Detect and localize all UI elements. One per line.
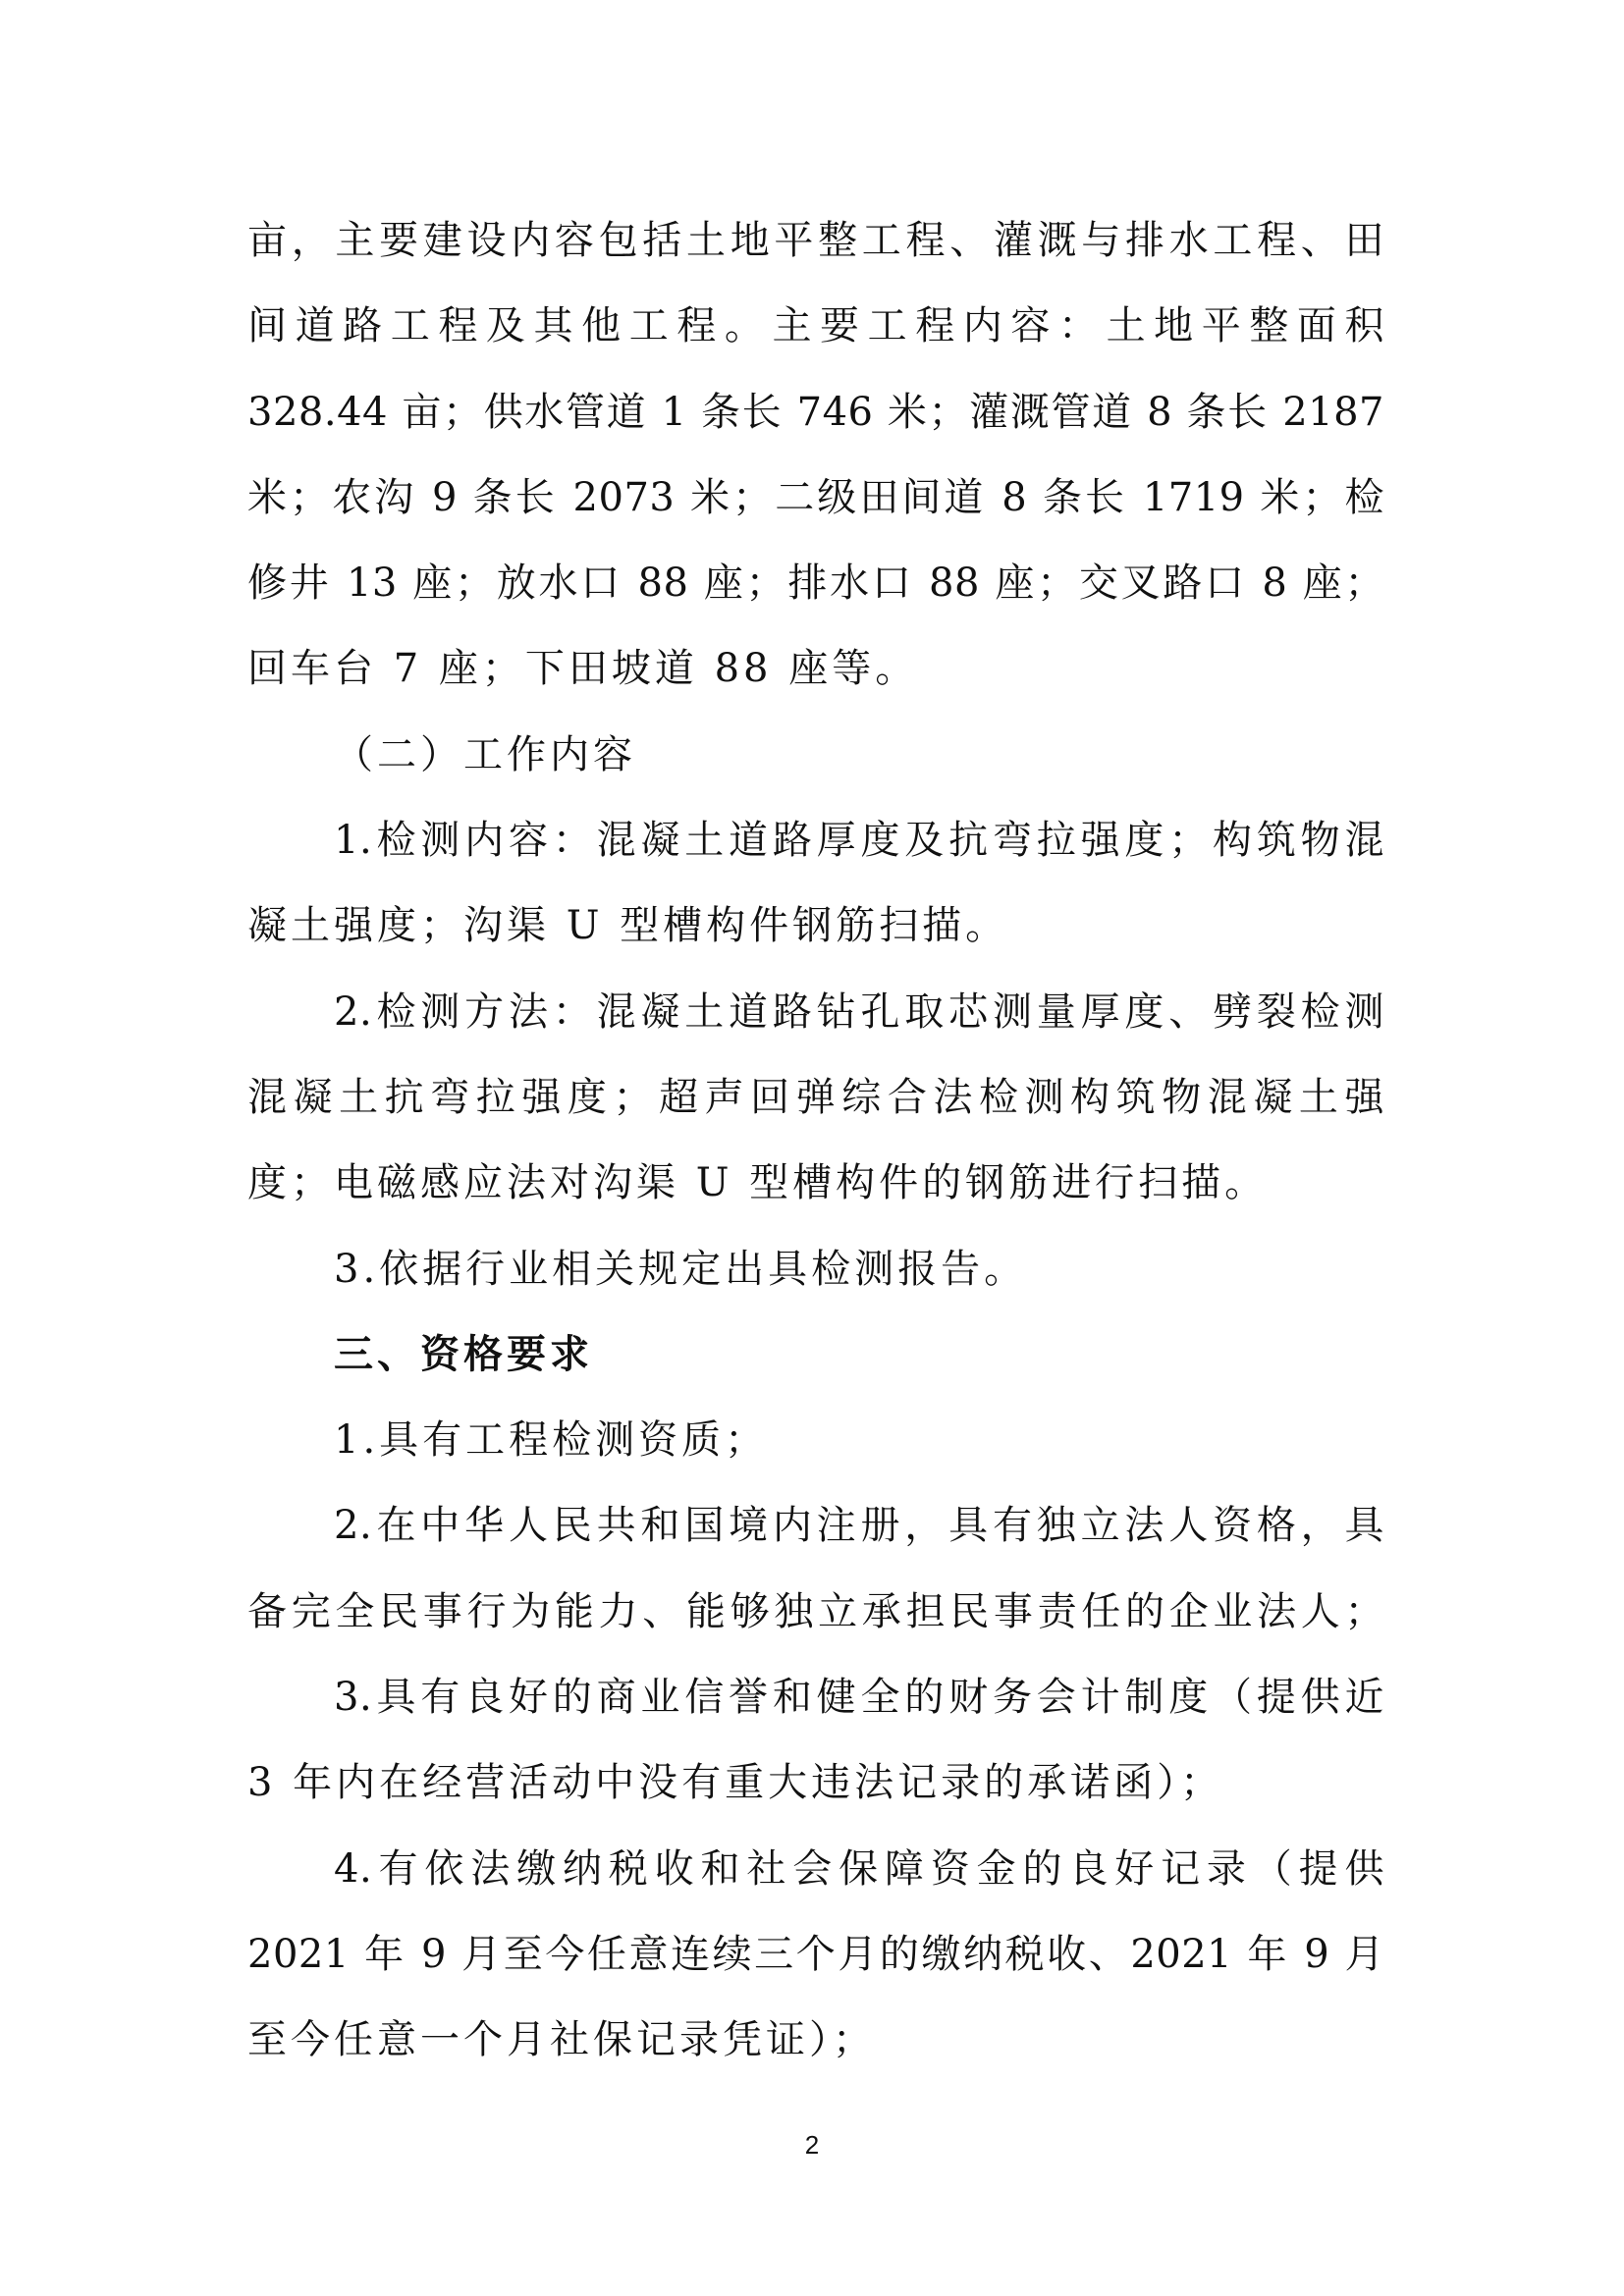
page-number: 2 [804, 2130, 820, 2160]
paragraph-line: 亩，主要建设内容包括土地平整工程、灌溉与排水工程、田 [247, 218, 1384, 263]
paragraph-line: 间道路工程及其他工程。主要工程内容：土地平整面积 [247, 303, 1384, 349]
section-heading-work-content: （二）工作内容 [334, 731, 636, 777]
list-item-line: 凝土强度；沟渠 U 型槽构件钢筋扫描。 [247, 903, 1009, 949]
list-item-line: 2.在中华人民共和国境内注册，具有独立法人资格，具 [334, 1503, 1384, 1549]
paragraph-line: 米；农沟 9 条长 2073 米；二级田间道 8 条长 1719 米；检 [247, 474, 1384, 520]
list-item-line: 2.检测方法：混凝土道路钻孔取芯测量厚度、劈裂检测 [334, 988, 1384, 1035]
section-heading-qualifications: 三、资格要求 [334, 1331, 593, 1377]
document-body [247, 198, 1384, 2084]
list-item-line: 备完全民事行为能力、能够独立承担民事责任的企业法人； [247, 1588, 1384, 1634]
list-item-line: 3 年内在经营活动中没有重大违法记录的承诺函）； [247, 1760, 1224, 1806]
list-item-line: 3.依据行业相关规定出具检测报告。 [334, 1246, 1028, 1292]
paragraph-line: 328.44 亩；供水管道 1 条长 746 米；灌溉管道 8 条长 2187 [247, 389, 1384, 435]
list-item-line: 1.具有工程检测资质； [334, 1417, 769, 1464]
paragraph-line: 回车台 7 座；下田坡道 88 座等。 [247, 646, 919, 692]
paragraph-line: 修井 13 座；放水口 88 座；排水口 88 座；交叉路口 8 座； [247, 561, 1384, 607]
list-item-line: 4.有依法缴纳税收和社会保障资金的良好记录（提供 [334, 1845, 1384, 1892]
list-item-line: 1.检测内容：混凝土道路厚度及抗弯拉强度；构筑物混 [334, 818, 1384, 864]
list-item-line: 混凝土抗弯拉强度；超声回弹综合法检测构筑物混凝土强 [247, 1074, 1384, 1120]
list-item-line: 3.具有良好的商业信誉和健全的财务会计制度（提供近 [334, 1675, 1384, 1721]
list-item-line: 至今任意一个月社保记录凭证）； [247, 2017, 876, 2063]
list-item-line: 2021 年 9 月至今任意连续三个月的缴纳税收、2021 年 9 月 [247, 1931, 1384, 1977]
list-item-line: 度；电磁感应法对沟渠 U 型槽构件的钢筋进行扫描。 [247, 1160, 1269, 1206]
